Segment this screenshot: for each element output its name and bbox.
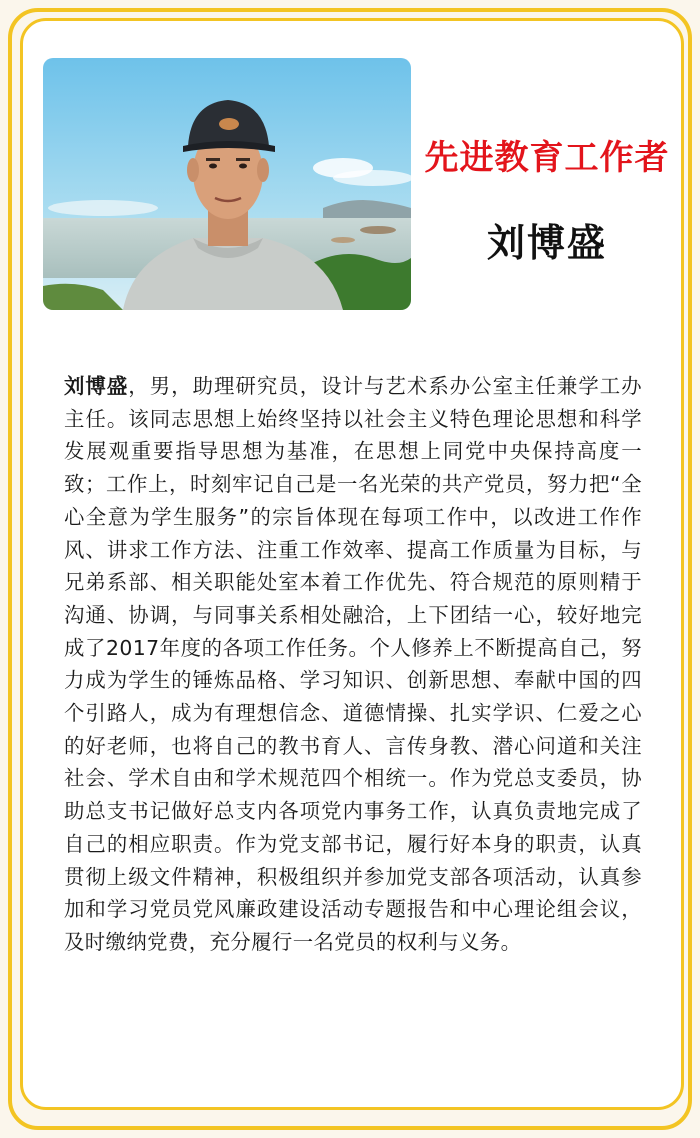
portrait-photo	[43, 58, 411, 310]
bio-lead-name: 刘博盛	[64, 374, 129, 398]
award-title: 先进教育工作者	[424, 138, 670, 178]
bio-paragraph	[64, 370, 642, 959]
person-name: 刘博盛	[486, 221, 607, 265]
bio-text: ，男，助理研究员，设计与艺术系办公室主任兼学工办主任。该同志思想上始终坚持以社会主义特色理论思想和科学发展观重要指导思想为基准，在思想上同党中央保持高度一致；工作上，时刻牢记自己是一名光荣的共产党员，努力把“全心全意为学生服务”的宗旨体现在每项工作中，以改进工作作风、讲求工作方法、注重工作效率、提高工作质量为目标，与兄弟系部、相关职能处室本着工作优先、符合规范的原则精于沟通、协调，与同事关系相处融洽，上下团结一心，较好地完成了2017年度的各项工作任务。个人修养上不断提高自己，努力成为学生的锤炼品格、学习知识、创新思想、奉献中国的四个引路人，成为有理想信念、道德情操、扎实学识、仁爱之心的好老师，也将自己的教书育人、言传身教、潜心问道和关注社会、学术自由和学术规范四个相统一。作为党总支委员，协助总支书记做好总支内各项党内事务工作，认真负责地完成了自己的相应职责。作为党支部书记，履行好本身的职责，认真贯彻上级文件精神，积极组织并参加党支部各项活动，认真参加和学习党员党风廉政建设活动专题报告和中心理论组会议，及时缴纳党费，充分履行一名党员的权利与义务。	[64, 374, 642, 954]
